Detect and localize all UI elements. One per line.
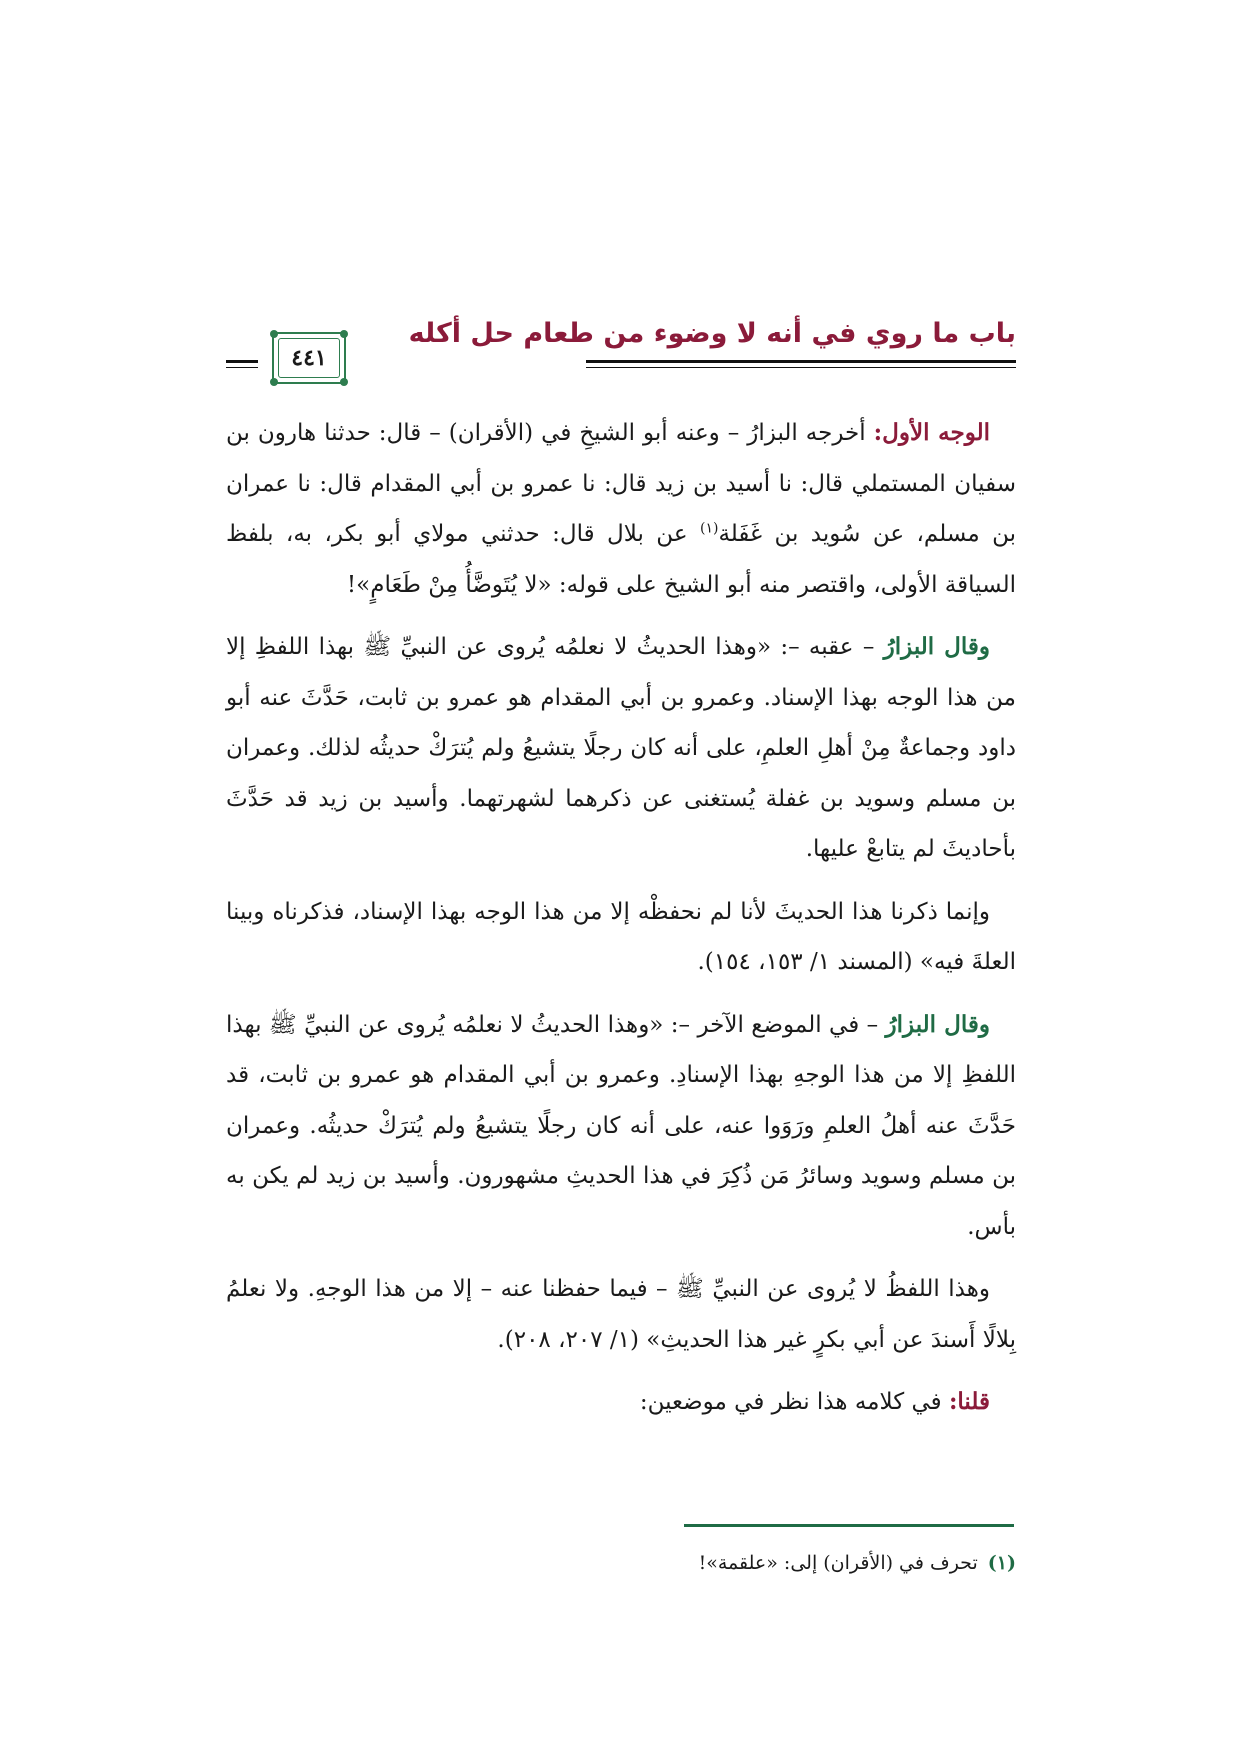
paragraph-bazzar-conclusion xyxy=(226,1264,1016,1365)
frame-ornament-icon xyxy=(270,330,278,338)
header-rule-left-thin xyxy=(226,367,258,368)
footnote-divider xyxy=(684,1524,1014,1527)
paragraph-first-view xyxy=(226,408,1016,610)
frame-ornament-icon xyxy=(340,330,348,338)
paragraph-text: وإنما ذكرنا هذا الحديثَ لأنا لم نحفظْه إلا من هذا الوجه بهذا الإسناد، فذكرناه وبينا العلةَ فيه» (المسند ١/ ١٥٣، ١٥٤). xyxy=(226,898,1016,975)
paragraph-bazzar-reason xyxy=(226,887,1016,988)
paragraph-bazzar-other xyxy=(226,1000,1016,1253)
frame-ornament-icon xyxy=(270,378,278,386)
page-number: ٤٤١ xyxy=(291,345,327,371)
paragraph-lead: وقال البزارُ xyxy=(883,633,990,660)
page-header xyxy=(226,318,1016,390)
paragraph-text: – عقبه –: «وهذا الحديثُ لا نعلمُه يُروى عن النبيِّ ﷺ بهذا اللفظِ إلا من هذا الوجه بهذا الإسناد. وعمرو بن أبي المقدام هو عمرو بن ثابت، حَدَّثَ عنه أبو داود وجماعةٌ مِنْ أهلِ العلمِ، على أنه كان رجلًا يتشيعُ ولم يُترَكْ حديثُه لذلك. وعمران بن مسلم وسويد بن غفلة يُستغنى عن ذكرهما لشهرتهما. وأسيد بن زيد قد حَدَّثَ بأحاديثَ لم يتابعْ عليها. xyxy=(226,634,1016,862)
header-rule-thin xyxy=(586,367,1016,368)
paragraph-text: عن بلال قال: حدثني مولاي أبو بكر، به، بلفظ السياقة الأولى، واقتصر منه أبو الشيخ على قوله: «لا يُتَوضَّأُ مِنْ طَعَامٍ»! xyxy=(226,521,1016,598)
paragraph-lead: وقال البزارُ xyxy=(885,1010,990,1038)
paragraph-text: في كلامه هذا نظر في موضعين: xyxy=(639,1389,949,1415)
footnote xyxy=(226,1546,1016,1580)
paragraph-text: وهذا اللفظُ لا يُروى عن النبيِّ ﷺ – فيما حفظنا عنه – إلا من هذا الوجهِ. ولا نعلمُ بِلالًا أَسندَ عن أبي بكرٍ غير هذا الحديثِ» (١/ ٢٠٧، ٢٠٨). xyxy=(226,1276,1016,1353)
paragraph-text: أخرجه البزارُ – وعنه أبو الشيخِ في (الأقران) – قال: حدثنا هارون بن سفيان المستملي قال: نا أسيد بن زيد قال: نا عمرو بن أبي المقدام قال: نا عمران بن مسلم، عن سُويد بن غَفَلة xyxy=(226,420,1017,547)
paragraph-lead: قلنا: xyxy=(948,1388,990,1415)
paragraph-text: – في الموضع الآخر –: «وهذا الحديثُ لا نعلمُه يُروى عن النبيِّ ﷺ بهذا اللفظِ إلا من هذا الوجهِ بهذا الإسنادِ. وعمرو بن أبي المقدام هو عمرو بن ثابت، قد حَدَّثَ عنه أهلُ العلمِ ورَوَوا عنه، على أنه كان رجلًا يتشيعُ ولم يُترَكْ حديثُه. وعمران بن مسلم وسويد وسائرُ مَن ذُكِرَ في هذا الحديثِ مشهورون. وأسيد بن زيد لم يكن به بأس. xyxy=(226,1011,1017,1240)
footnote-text: تحرف في (الأقران) إلى: «علقمة»! xyxy=(698,1552,984,1574)
paragraph-lead: الوجه الأول: xyxy=(873,419,990,446)
footnote-marker: (١) xyxy=(987,1552,1016,1574)
frame-ornament-icon xyxy=(340,378,348,386)
paragraph-our-view xyxy=(226,1377,1016,1428)
footnote-reference[interactable]: (١) xyxy=(699,520,719,537)
running-title: باب ما روي في أنه لا وضوء من طعام حل أكله xyxy=(408,318,1016,349)
page-number-frame xyxy=(272,332,346,384)
paragraph-bazzar-comment xyxy=(226,622,1016,875)
header-rule-thick xyxy=(586,360,1016,363)
header-rule-left-thick xyxy=(226,360,258,363)
body-text xyxy=(226,408,1016,1446)
